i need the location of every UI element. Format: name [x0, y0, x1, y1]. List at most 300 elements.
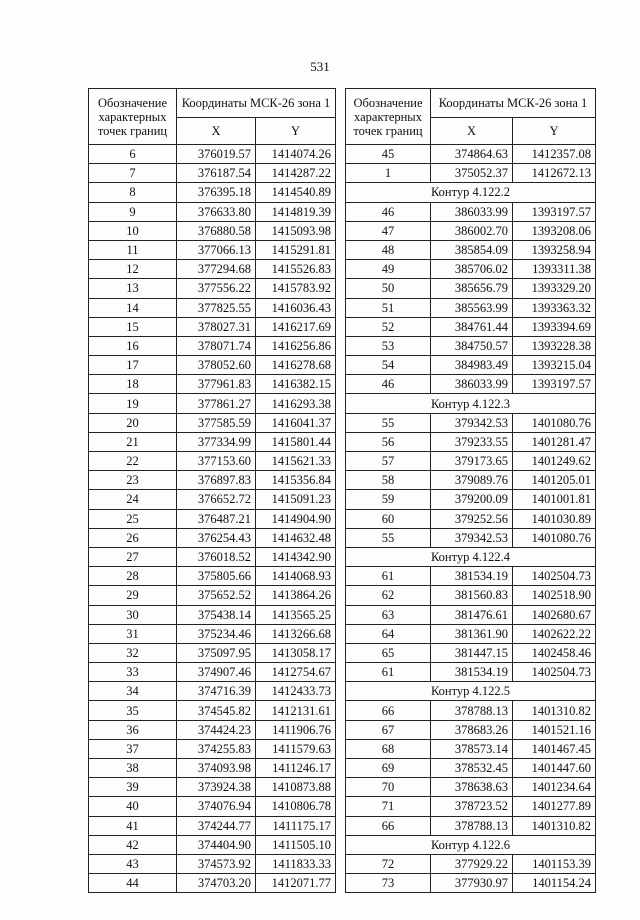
header-point-label: Обозначение характерных точек границ: [346, 89, 431, 145]
table-row: [346, 528, 596, 547]
point-number: 33: [89, 663, 177, 682]
point-number: 55: [346, 528, 431, 547]
table-row: [89, 471, 336, 490]
y-coordinate: 1414287.22: [256, 164, 336, 183]
x-coordinate: 379233.55: [431, 432, 513, 451]
y-coordinate: 1416036.43: [256, 298, 336, 317]
table-row: [346, 567, 596, 586]
table-row: [89, 874, 336, 893]
x-coordinate: 375052.37: [431, 164, 513, 183]
table-row: [89, 624, 336, 643]
contour-label: Контур 4.122.5: [346, 682, 596, 701]
y-coordinate: 1401277.89: [513, 797, 596, 816]
y-coordinate: 1416382.15: [256, 375, 336, 394]
point-number: 46: [346, 375, 431, 394]
x-coordinate: 374093.98: [177, 759, 256, 778]
x-coordinate: 379342.53: [431, 528, 513, 547]
point-number: 60: [346, 509, 431, 528]
point-number: 71: [346, 797, 431, 816]
y-coordinate: 1416041.37: [256, 413, 336, 432]
x-coordinate: 374255.83: [177, 739, 256, 758]
x-coordinate: 375234.46: [177, 624, 256, 643]
point-number: 69: [346, 759, 431, 778]
table-row: [346, 624, 596, 643]
x-coordinate: 376395.18: [177, 183, 256, 202]
header-point-label: Обозначение характерных точек границ: [89, 89, 177, 145]
table-row: [346, 298, 596, 317]
table-row: [346, 778, 596, 797]
point-number: 23: [89, 471, 177, 490]
y-coordinate: 1402622.22: [513, 624, 596, 643]
y-coordinate: 1412357.08: [513, 145, 596, 164]
y-coordinate: 1414632.48: [256, 528, 336, 547]
point-number: 34: [89, 682, 177, 701]
x-coordinate: 374545.82: [177, 701, 256, 720]
point-number: 15: [89, 317, 177, 336]
x-coordinate: 386002.70: [431, 221, 513, 240]
page-number: 531: [310, 59, 330, 74]
table-row: [346, 739, 596, 758]
x-coordinate: 377066.13: [177, 240, 256, 259]
y-coordinate: 1411579.63: [256, 739, 336, 758]
point-number: 51: [346, 298, 431, 317]
y-coordinate: 1402458.46: [513, 643, 596, 662]
table-row: [346, 260, 596, 279]
table-row: [89, 663, 336, 682]
point-number: 43: [89, 854, 177, 873]
x-coordinate: 377334.99: [177, 432, 256, 451]
point-number: 27: [89, 547, 177, 566]
point-number: 53: [346, 336, 431, 355]
y-coordinate: 1401080.76: [513, 413, 596, 432]
y-coordinate: 1402518.90: [513, 586, 596, 605]
header-coords-label: Координаты МСК-26 зона 1: [431, 89, 596, 118]
point-number: 54: [346, 356, 431, 375]
point-number: 21: [89, 432, 177, 451]
y-coordinate: 1401310.82: [513, 816, 596, 835]
point-number: 24: [89, 490, 177, 509]
x-coordinate: 385854.09: [431, 240, 513, 259]
point-number: 14: [89, 298, 177, 317]
point-number: 42: [89, 835, 177, 854]
point-number: 50: [346, 279, 431, 298]
header-x: X: [431, 118, 513, 145]
point-number: 45: [346, 145, 431, 164]
y-coordinate: 1416278.68: [256, 356, 336, 375]
x-coordinate: 374244.77: [177, 816, 256, 835]
x-coordinate: 377930.97: [431, 874, 513, 893]
point-number: 44: [89, 874, 177, 893]
y-coordinate: 1414074.26: [256, 145, 336, 164]
x-coordinate: 384761.44: [431, 317, 513, 336]
x-coordinate: 377961.83: [177, 375, 256, 394]
x-coordinate: 376487.21: [177, 509, 256, 528]
y-coordinate: 1415356.84: [256, 471, 336, 490]
contour-row: [346, 547, 596, 566]
table-row: [89, 720, 336, 739]
y-coordinate: 1401249.62: [513, 452, 596, 471]
y-coordinate: 1401153.39: [513, 854, 596, 873]
table-row: [346, 145, 596, 164]
table-row: [89, 835, 336, 854]
x-coordinate: 385706.02: [431, 260, 513, 279]
table-row: [346, 336, 596, 355]
y-coordinate: 1401205.01: [513, 471, 596, 490]
y-coordinate: 1411906.76: [256, 720, 336, 739]
x-coordinate: 379342.53: [431, 413, 513, 432]
table-row: [89, 586, 336, 605]
y-coordinate: 1393197.57: [513, 202, 596, 221]
y-coordinate: 1401001.81: [513, 490, 596, 509]
table-row: [89, 298, 336, 317]
table-row: [346, 221, 596, 240]
table-row: [89, 375, 336, 394]
table-row: [89, 279, 336, 298]
point-number: 30: [89, 605, 177, 624]
contour-label: Контур 4.122.6: [346, 835, 596, 854]
y-coordinate: 1415093.98: [256, 221, 336, 240]
x-coordinate: 378683.26: [431, 720, 513, 739]
point-number: 39: [89, 778, 177, 797]
table-row: [89, 797, 336, 816]
table-row: [89, 452, 336, 471]
table-row: [89, 336, 336, 355]
x-coordinate: 377556.22: [177, 279, 256, 298]
point-number: 1: [346, 164, 431, 183]
point-number: 70: [346, 778, 431, 797]
x-coordinate: 378788.13: [431, 816, 513, 835]
point-number: 37: [89, 739, 177, 758]
y-coordinate: 1401281.47: [513, 432, 596, 451]
y-coordinate: 1402504.73: [513, 663, 596, 682]
table-row: [89, 509, 336, 528]
point-number: 52: [346, 317, 431, 336]
y-coordinate: 1401154.24: [513, 874, 596, 893]
table-body-left: [89, 145, 336, 893]
x-coordinate: 379200.09: [431, 490, 513, 509]
y-coordinate: 1415291.81: [256, 240, 336, 259]
table-row: [346, 375, 596, 394]
x-coordinate: 384983.49: [431, 356, 513, 375]
table-row: [89, 356, 336, 375]
table-row: [89, 183, 336, 202]
y-coordinate: 1415091.23: [256, 490, 336, 509]
point-number: 35: [89, 701, 177, 720]
point-number: 8: [89, 183, 177, 202]
table-row: [346, 816, 596, 835]
table-row: [346, 759, 596, 778]
table-row: [89, 145, 336, 164]
contour-row: [346, 835, 596, 854]
table-row: [346, 317, 596, 336]
table-row: [346, 413, 596, 432]
y-coordinate: 1393363.32: [513, 298, 596, 317]
y-coordinate: 1414904.90: [256, 509, 336, 528]
x-coordinate: 381447.15: [431, 643, 513, 662]
point-number: 36: [89, 720, 177, 739]
x-coordinate: 377585.59: [177, 413, 256, 432]
table-row: [89, 778, 336, 797]
y-coordinate: 1412131.61: [256, 701, 336, 720]
y-coordinate: 1393215.04: [513, 356, 596, 375]
table-body-right: [346, 145, 596, 893]
header-y: Y: [513, 118, 596, 145]
y-coordinate: 1401447.60: [513, 759, 596, 778]
point-number: 18: [89, 375, 177, 394]
x-coordinate: 378052.60: [177, 356, 256, 375]
y-coordinate: 1401310.82: [513, 701, 596, 720]
table-row: [89, 260, 336, 279]
point-number: 9: [89, 202, 177, 221]
y-coordinate: 1410806.78: [256, 797, 336, 816]
y-coordinate: 1412672.13: [513, 164, 596, 183]
point-number: 72: [346, 854, 431, 873]
x-coordinate: 376019.57: [177, 145, 256, 164]
point-number: 25: [89, 509, 177, 528]
point-number: 68: [346, 739, 431, 758]
x-coordinate: 384750.57: [431, 336, 513, 355]
x-coordinate: 381560.83: [431, 586, 513, 605]
x-coordinate: 374076.94: [177, 797, 256, 816]
x-coordinate: 374703.20: [177, 874, 256, 893]
x-coordinate: 373924.38: [177, 778, 256, 797]
table-row: [346, 874, 596, 893]
point-number: 19: [89, 394, 177, 413]
x-coordinate: 374716.39: [177, 682, 256, 701]
x-coordinate: 375097.95: [177, 643, 256, 662]
x-coordinate: 376187.54: [177, 164, 256, 183]
y-coordinate: 1412754.67: [256, 663, 336, 682]
table-row: [89, 643, 336, 662]
point-number: 67: [346, 720, 431, 739]
y-coordinate: 1415526.83: [256, 260, 336, 279]
point-number: 28: [89, 567, 177, 586]
y-coordinate: 1414342.90: [256, 547, 336, 566]
y-coordinate: 1415621.33: [256, 452, 336, 471]
y-coordinate: 1393394.69: [513, 317, 596, 336]
x-coordinate: 377825.55: [177, 298, 256, 317]
table-row: [346, 586, 596, 605]
y-coordinate: 1401030.89: [513, 509, 596, 528]
table-row: [346, 509, 596, 528]
point-number: 62: [346, 586, 431, 605]
table-row: [89, 739, 336, 758]
x-coordinate: 385656.79: [431, 279, 513, 298]
table-row: [346, 452, 596, 471]
header-x: X: [177, 118, 256, 145]
y-coordinate: 1416293.38: [256, 394, 336, 413]
x-coordinate: 379173.65: [431, 452, 513, 471]
table-row: [89, 759, 336, 778]
coordinates-table-right: [345, 88, 596, 893]
table-row: [89, 854, 336, 873]
point-number: 12: [89, 260, 177, 279]
table-row: [89, 816, 336, 835]
contour-row: [346, 183, 596, 202]
table-row: [346, 279, 596, 298]
table-row: [89, 490, 336, 509]
table-row: [89, 682, 336, 701]
point-number: 22: [89, 452, 177, 471]
y-coordinate: 1416217.69: [256, 317, 336, 336]
table-row: [89, 164, 336, 183]
point-number: 16: [89, 336, 177, 355]
y-coordinate: 1411505.10: [256, 835, 336, 854]
y-coordinate: 1402680.67: [513, 605, 596, 624]
table-row: [89, 528, 336, 547]
point-number: 47: [346, 221, 431, 240]
x-coordinate: 376897.83: [177, 471, 256, 490]
x-coordinate: 374573.92: [177, 854, 256, 873]
table-row: [89, 413, 336, 432]
table-row: [346, 701, 596, 720]
x-coordinate: 377294.68: [177, 260, 256, 279]
x-coordinate: 385563.99: [431, 298, 513, 317]
table-row: [346, 432, 596, 451]
y-coordinate: 1414540.89: [256, 183, 336, 202]
table-row: [346, 663, 596, 682]
point-number: 7: [89, 164, 177, 183]
table-row: [89, 317, 336, 336]
y-coordinate: 1410873.88: [256, 778, 336, 797]
x-coordinate: 381534.19: [431, 567, 513, 586]
table-row: [89, 202, 336, 221]
x-coordinate: 376633.80: [177, 202, 256, 221]
table-row: [89, 432, 336, 451]
contour-label: Контур 4.122.2: [346, 183, 596, 202]
x-coordinate: 376254.43: [177, 528, 256, 547]
table-row: [346, 202, 596, 221]
x-coordinate: 379252.56: [431, 509, 513, 528]
point-number: 11: [89, 240, 177, 259]
y-coordinate: 1412071.77: [256, 874, 336, 893]
y-coordinate: 1411175.17: [256, 816, 336, 835]
table-row: [346, 240, 596, 259]
x-coordinate: 375652.52: [177, 586, 256, 605]
y-coordinate: 1393311.38: [513, 260, 596, 279]
point-number: 29: [89, 586, 177, 605]
point-number: 31: [89, 624, 177, 643]
x-coordinate: 374404.90: [177, 835, 256, 854]
contour-row: [346, 394, 596, 413]
table-row: [346, 356, 596, 375]
y-coordinate: 1411246.17: [256, 759, 336, 778]
x-coordinate: 378638.63: [431, 778, 513, 797]
table-row: [89, 567, 336, 586]
y-coordinate: 1415783.92: [256, 279, 336, 298]
point-number: 17: [89, 356, 177, 375]
x-coordinate: 376018.52: [177, 547, 256, 566]
y-coordinate: 1401080.76: [513, 528, 596, 547]
point-number: 46: [346, 202, 431, 221]
table-row: [346, 643, 596, 662]
contour-label: Контур 4.122.3: [346, 394, 596, 413]
x-coordinate: 379089.76: [431, 471, 513, 490]
x-coordinate: 378532.45: [431, 759, 513, 778]
point-number: 66: [346, 816, 431, 835]
x-coordinate: 381476.61: [431, 605, 513, 624]
point-number: 41: [89, 816, 177, 835]
x-coordinate: 377153.60: [177, 452, 256, 471]
point-number: 49: [346, 260, 431, 279]
x-coordinate: 377861.27: [177, 394, 256, 413]
y-coordinate: 1414068.93: [256, 567, 336, 586]
y-coordinate: 1412433.73: [256, 682, 336, 701]
point-number: 40: [89, 797, 177, 816]
x-coordinate: 386033.99: [431, 375, 513, 394]
x-coordinate: 375438.14: [177, 605, 256, 624]
y-coordinate: 1393228.38: [513, 336, 596, 355]
point-number: 61: [346, 567, 431, 586]
table-row: [346, 471, 596, 490]
point-number: 57: [346, 452, 431, 471]
point-number: 73: [346, 874, 431, 893]
point-number: 48: [346, 240, 431, 259]
y-coordinate: 1413058.17: [256, 643, 336, 662]
table-row: [346, 164, 596, 183]
point-number: 10: [89, 221, 177, 240]
point-number: 26: [89, 528, 177, 547]
x-coordinate: 374864.63: [431, 145, 513, 164]
x-coordinate: 374907.46: [177, 663, 256, 682]
table-row: [346, 605, 596, 624]
header-coords-label: Координаты МСК-26 зона 1: [177, 89, 336, 118]
y-coordinate: 1413266.68: [256, 624, 336, 643]
x-coordinate: 377929.22: [431, 854, 513, 873]
x-coordinate: 374424.23: [177, 720, 256, 739]
y-coordinate: 1393197.57: [513, 375, 596, 394]
table-row: [346, 720, 596, 739]
point-number: 58: [346, 471, 431, 490]
contour-label: Контур 4.122.4: [346, 547, 596, 566]
point-number: 55: [346, 413, 431, 432]
table-row: [89, 221, 336, 240]
table-row: [346, 854, 596, 873]
point-number: 38: [89, 759, 177, 778]
y-coordinate: 1401467.45: [513, 739, 596, 758]
y-coordinate: 1415801.44: [256, 432, 336, 451]
point-number: 61: [346, 663, 431, 682]
y-coordinate: 1393258.94: [513, 240, 596, 259]
y-coordinate: 1401521.16: [513, 720, 596, 739]
header-y: Y: [256, 118, 336, 145]
point-number: 20: [89, 413, 177, 432]
y-coordinate: 1402504.73: [513, 567, 596, 586]
point-number: 63: [346, 605, 431, 624]
y-coordinate: 1393208.06: [513, 221, 596, 240]
point-number: 6: [89, 145, 177, 164]
point-number: 66: [346, 701, 431, 720]
x-coordinate: 378573.14: [431, 739, 513, 758]
point-number: 13: [89, 279, 177, 298]
table-row: [346, 490, 596, 509]
x-coordinate: 375805.66: [177, 567, 256, 586]
x-coordinate: 381534.19: [431, 663, 513, 682]
point-number: 56: [346, 432, 431, 451]
y-coordinate: 1401234.64: [513, 778, 596, 797]
x-coordinate: 378071.74: [177, 336, 256, 355]
point-number: 64: [346, 624, 431, 643]
table-row: [346, 797, 596, 816]
x-coordinate: 376652.72: [177, 490, 256, 509]
table-row: [89, 605, 336, 624]
x-coordinate: 386033.99: [431, 202, 513, 221]
x-coordinate: 381361.90: [431, 624, 513, 643]
table-row: [89, 240, 336, 259]
table-row: [89, 701, 336, 720]
y-coordinate: 1411833.33: [256, 854, 336, 873]
table-row: [89, 394, 336, 413]
